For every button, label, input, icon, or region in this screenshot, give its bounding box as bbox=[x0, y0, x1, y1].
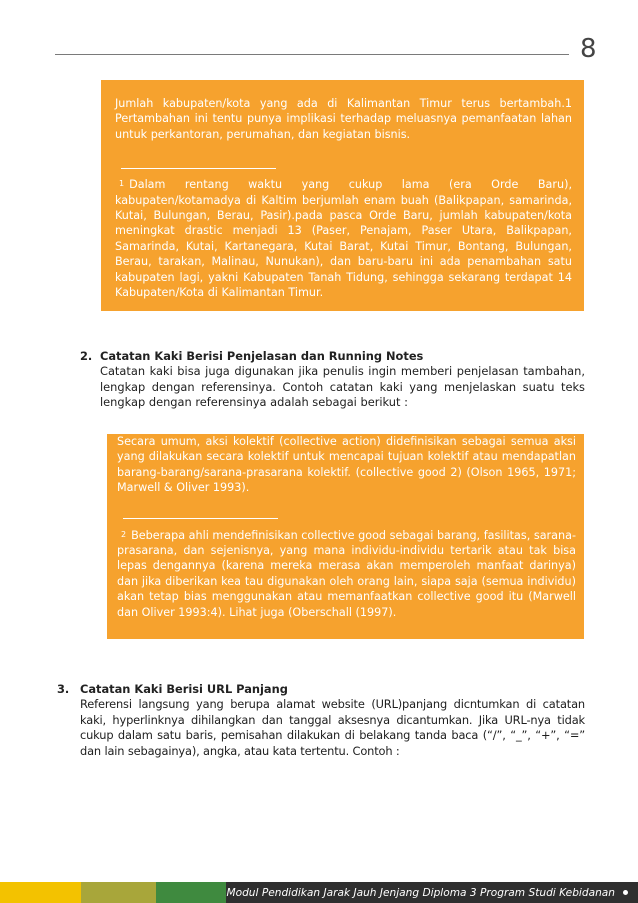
footnote-separator bbox=[121, 168, 276, 169]
section-3-number: 3. bbox=[57, 682, 70, 696]
footer-dot-icon bbox=[623, 890, 628, 895]
footnote-2 bbox=[117, 527, 576, 620]
section-2-body: Catatan kaki bisa juga digunakan jika penulis ingin memberi penjelasan tambahan, lengkap dengan referensinya. Contoh catatan kaki yang menjelaskan suatu teks lengkap dengan referensinya adalah sebagai berikut : bbox=[100, 364, 585, 410]
footer-title: Modul Pendidikan Jarak Jauh Jenjang Diploma 3 Program Studi Kebidanan bbox=[226, 886, 616, 899]
example-box-1 bbox=[101, 80, 584, 311]
section-2-heading bbox=[80, 349, 585, 364]
section-3-body: Referensi langsung yang berupa alamat website (URL)panjang dicntumkan di catatan kaki, hyperlinknya dihilangkan dan tanggal aksesnya dicantumkan. Jika URL-nya tidak cukup dalam satu baris, pemisahan dilakukan di belakang tanda baca (“/”, “_”, “+”, “=” dan lain sebagainya), angka, atau kata tertentu. Contoh : bbox=[80, 697, 585, 758]
section-2-number: 2. bbox=[80, 349, 93, 363]
footnote-1-text: Dalam rentang waktu yang cukup lama (era Orde Baru), kabupaten/kotamadya di Kaltim berjumlah enam buah (Balikpapan, samarinda, Kutai, Bulungan, Berau, Pasir).pada pasca Orde Baru, jumlah kabupaten/kota meningkat drastic menjadi 13 (Paser, Penajam, Paser Utara, Balikpapan, Samarinda, Kutai, Kartanegara, Kutai Barat, Kutai Timur, Bontang, Bulungan, Berau, tarakan, Malinau, Nunukan), dan baru-baru ini ada penambahan satu kabupaten lagi, yakni Kabupaten Tanah Tidung, sehingga sekarang terdapat 14 Kabupaten/Kota di Kalimantan Timur. bbox=[115, 178, 572, 300]
footnote-1 bbox=[115, 176, 572, 300]
footer-segment-green bbox=[156, 882, 227, 903]
footnote-1-number: 1 bbox=[119, 179, 125, 189]
footer-segment-olive bbox=[81, 882, 156, 903]
example-box-2-text: Secara umum, aksi kolektif (collective action) didefinisikan sebagai semua aksi yang dilakukan secara kolektif untuk mencapai tujuan kolektif atau mendapatlan barang-barang/sarana-prasarana kolektif. (collective good 2) (Olson 1965, 1971; Marwell & Oliver 1993). bbox=[117, 435, 576, 495]
section-3 bbox=[57, 682, 585, 759]
page-number: 8 bbox=[580, 34, 597, 64]
footer-segment-yellow bbox=[0, 882, 81, 903]
footnote-2-text: Beberapa ahli mendefinisikan collective good sebagai barang, fasilitas, sarana-prasarana, dan sejenisnya, yang mana individu-individu tertarik atau tak bisa lepas dengannya (karena mereka merasa akan memperoleh manfaat darinya) dan jika diberikan kea tau digunakan oleh orang lain, siapa saja (semua individu) akan tetap bias menggunakan atau memanfaatkan collective good itu (Marwell dan Oliver 1993:4). Lihat juga (Oberschall (1997). bbox=[117, 528, 576, 619]
footnote-separator bbox=[123, 518, 278, 519]
footer-segment-dark bbox=[226, 882, 638, 903]
footer-bar bbox=[0, 882, 638, 903]
footnote-2-number: 2 bbox=[121, 529, 127, 539]
section-3-title: Catatan Kaki Berisi URL Panjang bbox=[80, 682, 288, 696]
header-rule bbox=[55, 54, 569, 55]
example-box-1-text: Jumlah kabupaten/kota yang ada di Kalimantan Timur terus bertambah.1 Pertambahan ini tentu punya implikasi terhadap meluasnya pemanfaatan lahan untuk perkantoran, perumahan, dan kegiatan bisnis. bbox=[115, 97, 572, 141]
section-2-title: Catatan Kaki Berisi Penjelasan dan Running Notes bbox=[100, 349, 424, 363]
example-box-2 bbox=[107, 434, 584, 639]
section-2 bbox=[80, 349, 585, 411]
section-3-heading bbox=[57, 682, 585, 697]
